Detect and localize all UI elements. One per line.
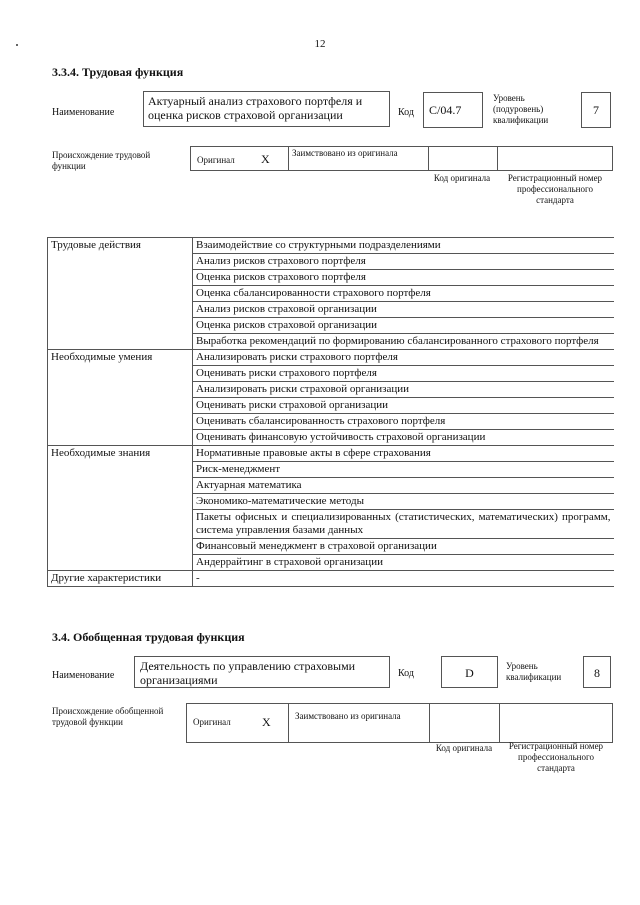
code-original-caption: Код оригинала: [433, 173, 491, 183]
table-row: [48, 446, 614, 462]
table-cell: Анализ рисков страхового портфеля: [193, 254, 614, 270]
table-cell: Оценивать риски страхового портфеля: [193, 366, 614, 382]
level-value: 7: [593, 103, 599, 117]
section-label: Необходимые умения: [48, 350, 193, 446]
code-original-caption-2: Код оригинала: [435, 743, 493, 753]
borrowed-label-2: Заимствовано из оригинала: [295, 711, 401, 721]
level-label: Уровень (подуровень) квалификации: [493, 93, 549, 125]
table-cell: Финансовый менеджмент в страховой организации: [193, 539, 614, 555]
origin-row-2: [186, 703, 613, 743]
code-value: C/04.7: [429, 103, 462, 117]
name-box-2: [134, 656, 390, 688]
table-cell: Оценивать риски страховой организации: [193, 398, 614, 414]
origin-row: [190, 146, 613, 171]
table-cell: Андеррайтинг в страховой организации: [193, 555, 614, 571]
original-mark-2: X: [262, 715, 271, 729]
name-box: [143, 91, 390, 127]
table-row: [48, 350, 614, 366]
name-value: Актуарный анализ страхового портфеля и оценка рисков страховой организации: [148, 94, 363, 122]
code-label-2: Код: [398, 668, 414, 679]
divider: [428, 147, 429, 170]
table-cell: Оценивать сбалансированность страхового портфеля: [193, 414, 614, 430]
divider: [499, 704, 500, 742]
table-row: [48, 238, 614, 254]
divider: [288, 147, 289, 170]
divider: [497, 147, 498, 170]
table-cell: Пакеты офисных и специализированных (статистических, математических) программ, система управления базами данных: [193, 510, 614, 539]
name-label-2: Наименование: [52, 670, 115, 681]
labor-function-table: [47, 237, 614, 587]
original-label-2: Оригинал: [193, 717, 231, 727]
table-cell: Экономико-математические методы: [193, 494, 614, 510]
section-heading: 3.3.4. Трудовая функция: [52, 65, 184, 79]
code-value-2: D: [465, 666, 474, 680]
level-label-2: Уровень квалификации: [506, 661, 562, 682]
section-label: Другие характеристики: [48, 571, 193, 587]
original-mark: X: [261, 152, 270, 166]
section-label: Трудовые действия: [48, 238, 193, 350]
level-box: [581, 92, 611, 128]
table-cell: Анализировать риски страхового портфеля: [193, 350, 614, 366]
borrowed-label: Заимствовано из оригинала: [292, 148, 398, 158]
table-cell: Оценка рисков страхового портфеля: [193, 270, 614, 286]
code-box-2: [441, 656, 498, 688]
table-cell: Оценка рисков страховой организации: [193, 318, 614, 334]
table-cell: -: [193, 571, 614, 587]
level-box-2: [583, 656, 611, 688]
reg-number-caption-2: Регистрационный номер профессионального стандарта: [508, 741, 604, 773]
code-box: [423, 92, 483, 128]
section-label: Необходимые знания: [48, 446, 193, 571]
table-cell: Оценивать финансовую устойчивость страховой организации: [193, 430, 614, 446]
table-cell: Нормативные правовые акты в сфере страхования: [193, 446, 614, 462]
table-cell: Риск-менеджмент: [193, 462, 614, 478]
origin-label-2: Происхождение обобщенной трудовой функции: [52, 706, 164, 727]
reg-number-caption: Регистрационный номер профессионального стандарта: [507, 173, 603, 205]
code-label: Код: [398, 107, 414, 118]
table-cell: Выработка рекомендаций по формированию сбалансированного страхового портфеля: [193, 334, 614, 350]
section-heading-2: 3.4. Обобщенная трудовая функция: [52, 630, 245, 644]
page-number: 12: [314, 38, 326, 50]
level-value-2: 8: [594, 666, 600, 680]
table-row: [48, 571, 614, 587]
table-cell: Анализировать риски страховой организации: [193, 382, 614, 398]
name-label: Наименование: [52, 107, 115, 118]
table-cell: Анализ рисков страховой организации: [193, 302, 614, 318]
origin-label: Происхождение трудовой функции: [52, 150, 151, 171]
table-cell: Актуарная математика: [193, 478, 614, 494]
table-cell: Оценка сбалансированности страхового портфеля: [193, 286, 614, 302]
table-cell: Взаимодействие со структурными подразделениями: [193, 238, 614, 254]
divider: [288, 704, 289, 742]
original-label: Оригинал: [197, 155, 235, 165]
divider: [429, 704, 430, 742]
name-value-2: Деятельность по управлению страховыми организациями: [140, 659, 356, 687]
